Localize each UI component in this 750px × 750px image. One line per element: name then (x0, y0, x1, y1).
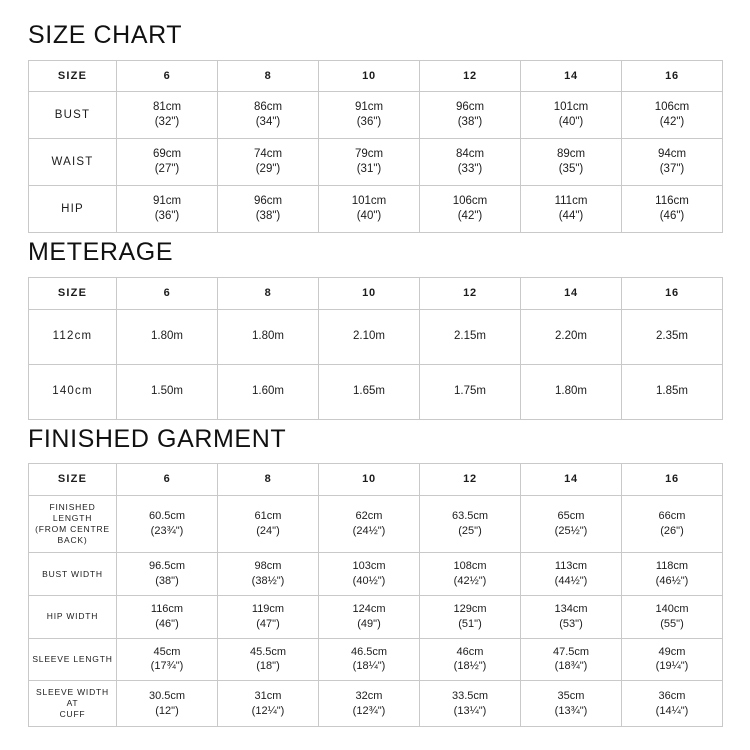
cell-value: 30.5cm (148, 690, 186, 702)
row-label: WAIST (29, 139, 117, 186)
cell-value-inches: (19¼") (655, 660, 689, 673)
table-cell (521, 92, 622, 139)
column-header-6: 6 (117, 277, 218, 309)
cell-value-inches: (40") (558, 116, 584, 129)
table-cell (117, 595, 218, 638)
cell-value: 69cm (152, 147, 182, 160)
column-header-12: 12 (420, 277, 521, 309)
cell-value-inches: (25") (458, 525, 482, 538)
column-header-6: 6 (117, 60, 218, 92)
table-cell: 1.50m (117, 364, 218, 419)
table-cell: 1.65m (319, 364, 420, 419)
table-cell (218, 496, 319, 553)
cell-value-inches: (55") (660, 617, 684, 630)
cell-value-inches: (18") (256, 660, 280, 673)
cell-value: 84cm (455, 147, 485, 160)
column-header-14: 14 (521, 277, 622, 309)
cell-value: 45.5cm (249, 645, 287, 658)
table-row (29, 364, 723, 419)
table-meterage (28, 277, 723, 420)
table-row (29, 186, 723, 233)
cell-value: 79cm (354, 147, 384, 160)
table-row (29, 553, 723, 596)
table-cell (319, 186, 420, 233)
table-row (29, 92, 723, 139)
table-cell (117, 496, 218, 553)
table-cell: 2.10m (319, 309, 420, 364)
table-cell (521, 496, 622, 553)
cell-value: 124cm (352, 602, 386, 615)
cell-value-inches: (24") (256, 525, 280, 538)
table-cell (420, 638, 521, 681)
cell-value-inches: (51") (458, 617, 482, 630)
table-row (29, 681, 723, 727)
table-cell (521, 638, 622, 681)
table-cell (319, 496, 420, 553)
table-cell (319, 681, 420, 727)
cell-value: 134cm (554, 602, 588, 615)
cell-value-inches: (34") (255, 116, 281, 129)
column-header-8: 8 (218, 60, 319, 92)
cell-value-inches: (18¾") (554, 660, 588, 673)
cell-value-inches: (38") (255, 210, 281, 223)
cell-value: 86cm (253, 100, 283, 113)
table-cell: 2.15m (420, 309, 521, 364)
table-cell (218, 186, 319, 233)
cell-value-inches: (37") (659, 163, 685, 176)
cell-value: 46cm (456, 645, 484, 658)
cell-value-inches: (44½") (554, 575, 588, 588)
table-cell: 1.85m (622, 364, 723, 419)
cell-value: 66cm (658, 510, 686, 523)
column-header-8: 8 (218, 277, 319, 309)
cell-value: 33.5cm (451, 690, 489, 702)
cell-value: 96.5cm (148, 560, 186, 573)
cell-value: 31cm (254, 690, 282, 702)
column-header-10: 10 (319, 277, 420, 309)
cell-value: 47.5cm (552, 645, 590, 658)
table-cell: 2.35m (622, 309, 723, 364)
section-meterage (28, 239, 722, 419)
row-label: 140cm (29, 364, 117, 419)
cell-value-inches: (36") (356, 116, 382, 129)
cell-value-inches: (46") (155, 617, 179, 630)
cell-value-inches: (23¾") (150, 525, 184, 538)
table-cell (319, 638, 420, 681)
table-cell (117, 92, 218, 139)
cell-value-inches: (47") (256, 617, 280, 630)
table-cell (420, 496, 521, 553)
cell-value-inches: (12¾") (352, 704, 386, 717)
table-cell (622, 553, 723, 596)
table-cell (521, 186, 622, 233)
cell-value: 94cm (657, 147, 687, 160)
cell-value-inches: (26") (660, 525, 684, 538)
row-label: 112cm (29, 309, 117, 364)
cell-value-inches: (35") (558, 163, 584, 176)
section-finished-garment (28, 426, 722, 728)
cell-value: 119cm (251, 602, 285, 615)
cell-value: 106cm (452, 194, 488, 207)
cell-value-inches: (24½") (352, 525, 386, 538)
cell-value-inches: (12¼") (251, 704, 285, 717)
cell-value: 103cm (352, 560, 386, 573)
cell-value: 62cm (355, 510, 383, 523)
cell-value-inches: (27") (154, 163, 180, 176)
table-cell (218, 92, 319, 139)
cell-value-inches: (38") (155, 575, 179, 588)
cell-value: 101cm (351, 194, 387, 207)
cell-value-inches: (53") (559, 617, 583, 630)
cell-value-inches: (17¾") (150, 660, 184, 673)
table-cell (218, 553, 319, 596)
section-title-finished-garment: FINISHED GARMENT (28, 424, 287, 453)
cell-value-inches: (42") (457, 210, 483, 223)
table-cell (521, 553, 622, 596)
cell-value-inches: (42") (659, 116, 685, 129)
table-cell (521, 139, 622, 186)
cell-value: 129cm (453, 602, 487, 615)
table-cell: 1.80m (218, 309, 319, 364)
column-header-16: 16 (622, 60, 723, 92)
table-cell: 1.60m (218, 364, 319, 419)
table-cell: 1.80m (117, 309, 218, 364)
cell-value: 32cm (355, 690, 383, 702)
row-label: BUST WIDTH (29, 553, 117, 596)
cell-value-inches: (13¾") (554, 704, 588, 717)
cell-value: 74cm (253, 147, 283, 160)
cell-value: 108cm (453, 560, 487, 573)
row-label: SLEEVE LENGTH (29, 638, 117, 681)
section-size-chart (28, 22, 722, 233)
table-cell (420, 92, 521, 139)
column-header-16: 16 (622, 277, 723, 309)
column-header-14: 14 (521, 464, 622, 496)
table-row (29, 638, 723, 681)
table-header-row (29, 277, 723, 309)
cell-value: 113cm (554, 560, 588, 573)
cell-value: 140cm (655, 602, 689, 615)
table-cell (622, 595, 723, 638)
table-cell (117, 638, 218, 681)
cell-value-inches: (31") (356, 163, 382, 176)
column-header-size: SIZE (29, 60, 117, 92)
cell-value: 60.5cm (148, 510, 186, 523)
table-finished-garment (28, 463, 723, 727)
cell-value: 45cm (153, 645, 181, 658)
row-label: HIP WIDTH (29, 595, 117, 638)
table-row (29, 496, 723, 553)
cell-value-inches: (18¼") (352, 660, 386, 673)
table-cell (319, 595, 420, 638)
table-row (29, 139, 723, 186)
cell-value: 49cm (658, 645, 686, 658)
table-cell: 1.80m (521, 364, 622, 419)
row-label: FINISHED LENGTH (FROM CENTRE BACK) (29, 496, 117, 553)
cell-value: 46.5cm (350, 645, 388, 658)
column-header-10: 10 (319, 60, 420, 92)
cell-value-inches: (44") (558, 210, 584, 223)
table-cell (420, 186, 521, 233)
table-size-chart (28, 60, 723, 234)
column-header-12: 12 (420, 464, 521, 496)
table-cell: 2.20m (521, 309, 622, 364)
cell-value-inches: (29") (255, 163, 281, 176)
cell-value-inches: (13¼") (453, 704, 487, 717)
table-cell (117, 186, 218, 233)
column-header-size: SIZE (29, 464, 117, 496)
row-label: BUST (29, 92, 117, 139)
cell-value-inches: (36") (154, 210, 180, 223)
table-cell (622, 681, 723, 727)
cell-value-inches: (49") (357, 617, 381, 630)
cell-value: 118cm (655, 560, 689, 573)
cell-value-inches: (40") (356, 210, 382, 223)
table-cell (420, 553, 521, 596)
column-header-12: 12 (420, 60, 521, 92)
cell-value: 65cm (557, 510, 585, 523)
cell-value-inches: (25½") (554, 525, 588, 538)
cell-value-inches: (18½") (453, 660, 487, 673)
table-cell (218, 681, 319, 727)
cell-value: 36cm (658, 690, 686, 702)
table-cell (521, 595, 622, 638)
table-cell (319, 92, 420, 139)
cell-value: 89cm (556, 147, 586, 160)
cell-value-inches: (14¼") (655, 704, 689, 717)
cell-value: 116cm (655, 194, 689, 207)
cell-value-inches: (42½") (453, 575, 487, 588)
cell-value-inches: (38½") (251, 575, 285, 588)
cell-value-inches: (33") (457, 163, 483, 176)
table-row (29, 309, 723, 364)
column-header-8: 8 (218, 464, 319, 496)
table-header-row (29, 60, 723, 92)
cell-value: 81cm (152, 100, 182, 113)
table-row (29, 595, 723, 638)
column-header-10: 10 (319, 464, 420, 496)
table-cell (218, 139, 319, 186)
cell-value-inches: (12") (155, 704, 179, 717)
cell-value-inches: (38") (457, 116, 483, 129)
row-label: HIP (29, 186, 117, 233)
cell-value: 96cm (253, 194, 283, 207)
cell-value: 91cm (354, 100, 384, 113)
table-cell (319, 553, 420, 596)
cell-value-inches: (46") (659, 210, 685, 223)
cell-value: 35cm (557, 690, 585, 702)
cell-value: 111cm (554, 194, 588, 207)
cell-value: 106cm (654, 100, 690, 113)
column-header-16: 16 (622, 464, 723, 496)
cell-value: 91cm (152, 194, 182, 207)
row-label: SLEEVE WIDTH AT CUFF (29, 681, 117, 727)
table-cell (420, 681, 521, 727)
table-cell (319, 139, 420, 186)
cell-value: 61cm (254, 510, 282, 523)
table-header-row (29, 464, 723, 496)
table-cell (218, 638, 319, 681)
cell-value-inches: (32") (154, 116, 180, 129)
table-cell: 1.75m (420, 364, 521, 419)
cell-value: 63.5cm (451, 510, 489, 523)
column-header-size: SIZE (29, 277, 117, 309)
table-cell (117, 553, 218, 596)
table-cell (420, 139, 521, 186)
cell-value: 101cm (553, 100, 589, 113)
column-header-6: 6 (117, 464, 218, 496)
cell-value: 98cm (254, 560, 282, 573)
cell-value-inches: (40½") (352, 575, 386, 588)
table-cell (117, 139, 218, 186)
table-cell (218, 595, 319, 638)
column-header-14: 14 (521, 60, 622, 92)
table-cell (622, 92, 723, 139)
section-title-meterage: METERAGE (28, 238, 174, 267)
table-cell (622, 139, 723, 186)
section-title-size-chart: SIZE CHART (28, 21, 183, 49)
table-cell (420, 595, 521, 638)
table-cell (622, 186, 723, 233)
cell-value-inches: (46½") (655, 575, 689, 588)
table-cell (521, 681, 622, 727)
table-cell (622, 496, 723, 553)
cell-value: 96cm (455, 100, 485, 113)
table-cell (117, 681, 218, 727)
table-cell (622, 638, 723, 681)
cell-value: 116cm (150, 602, 184, 615)
